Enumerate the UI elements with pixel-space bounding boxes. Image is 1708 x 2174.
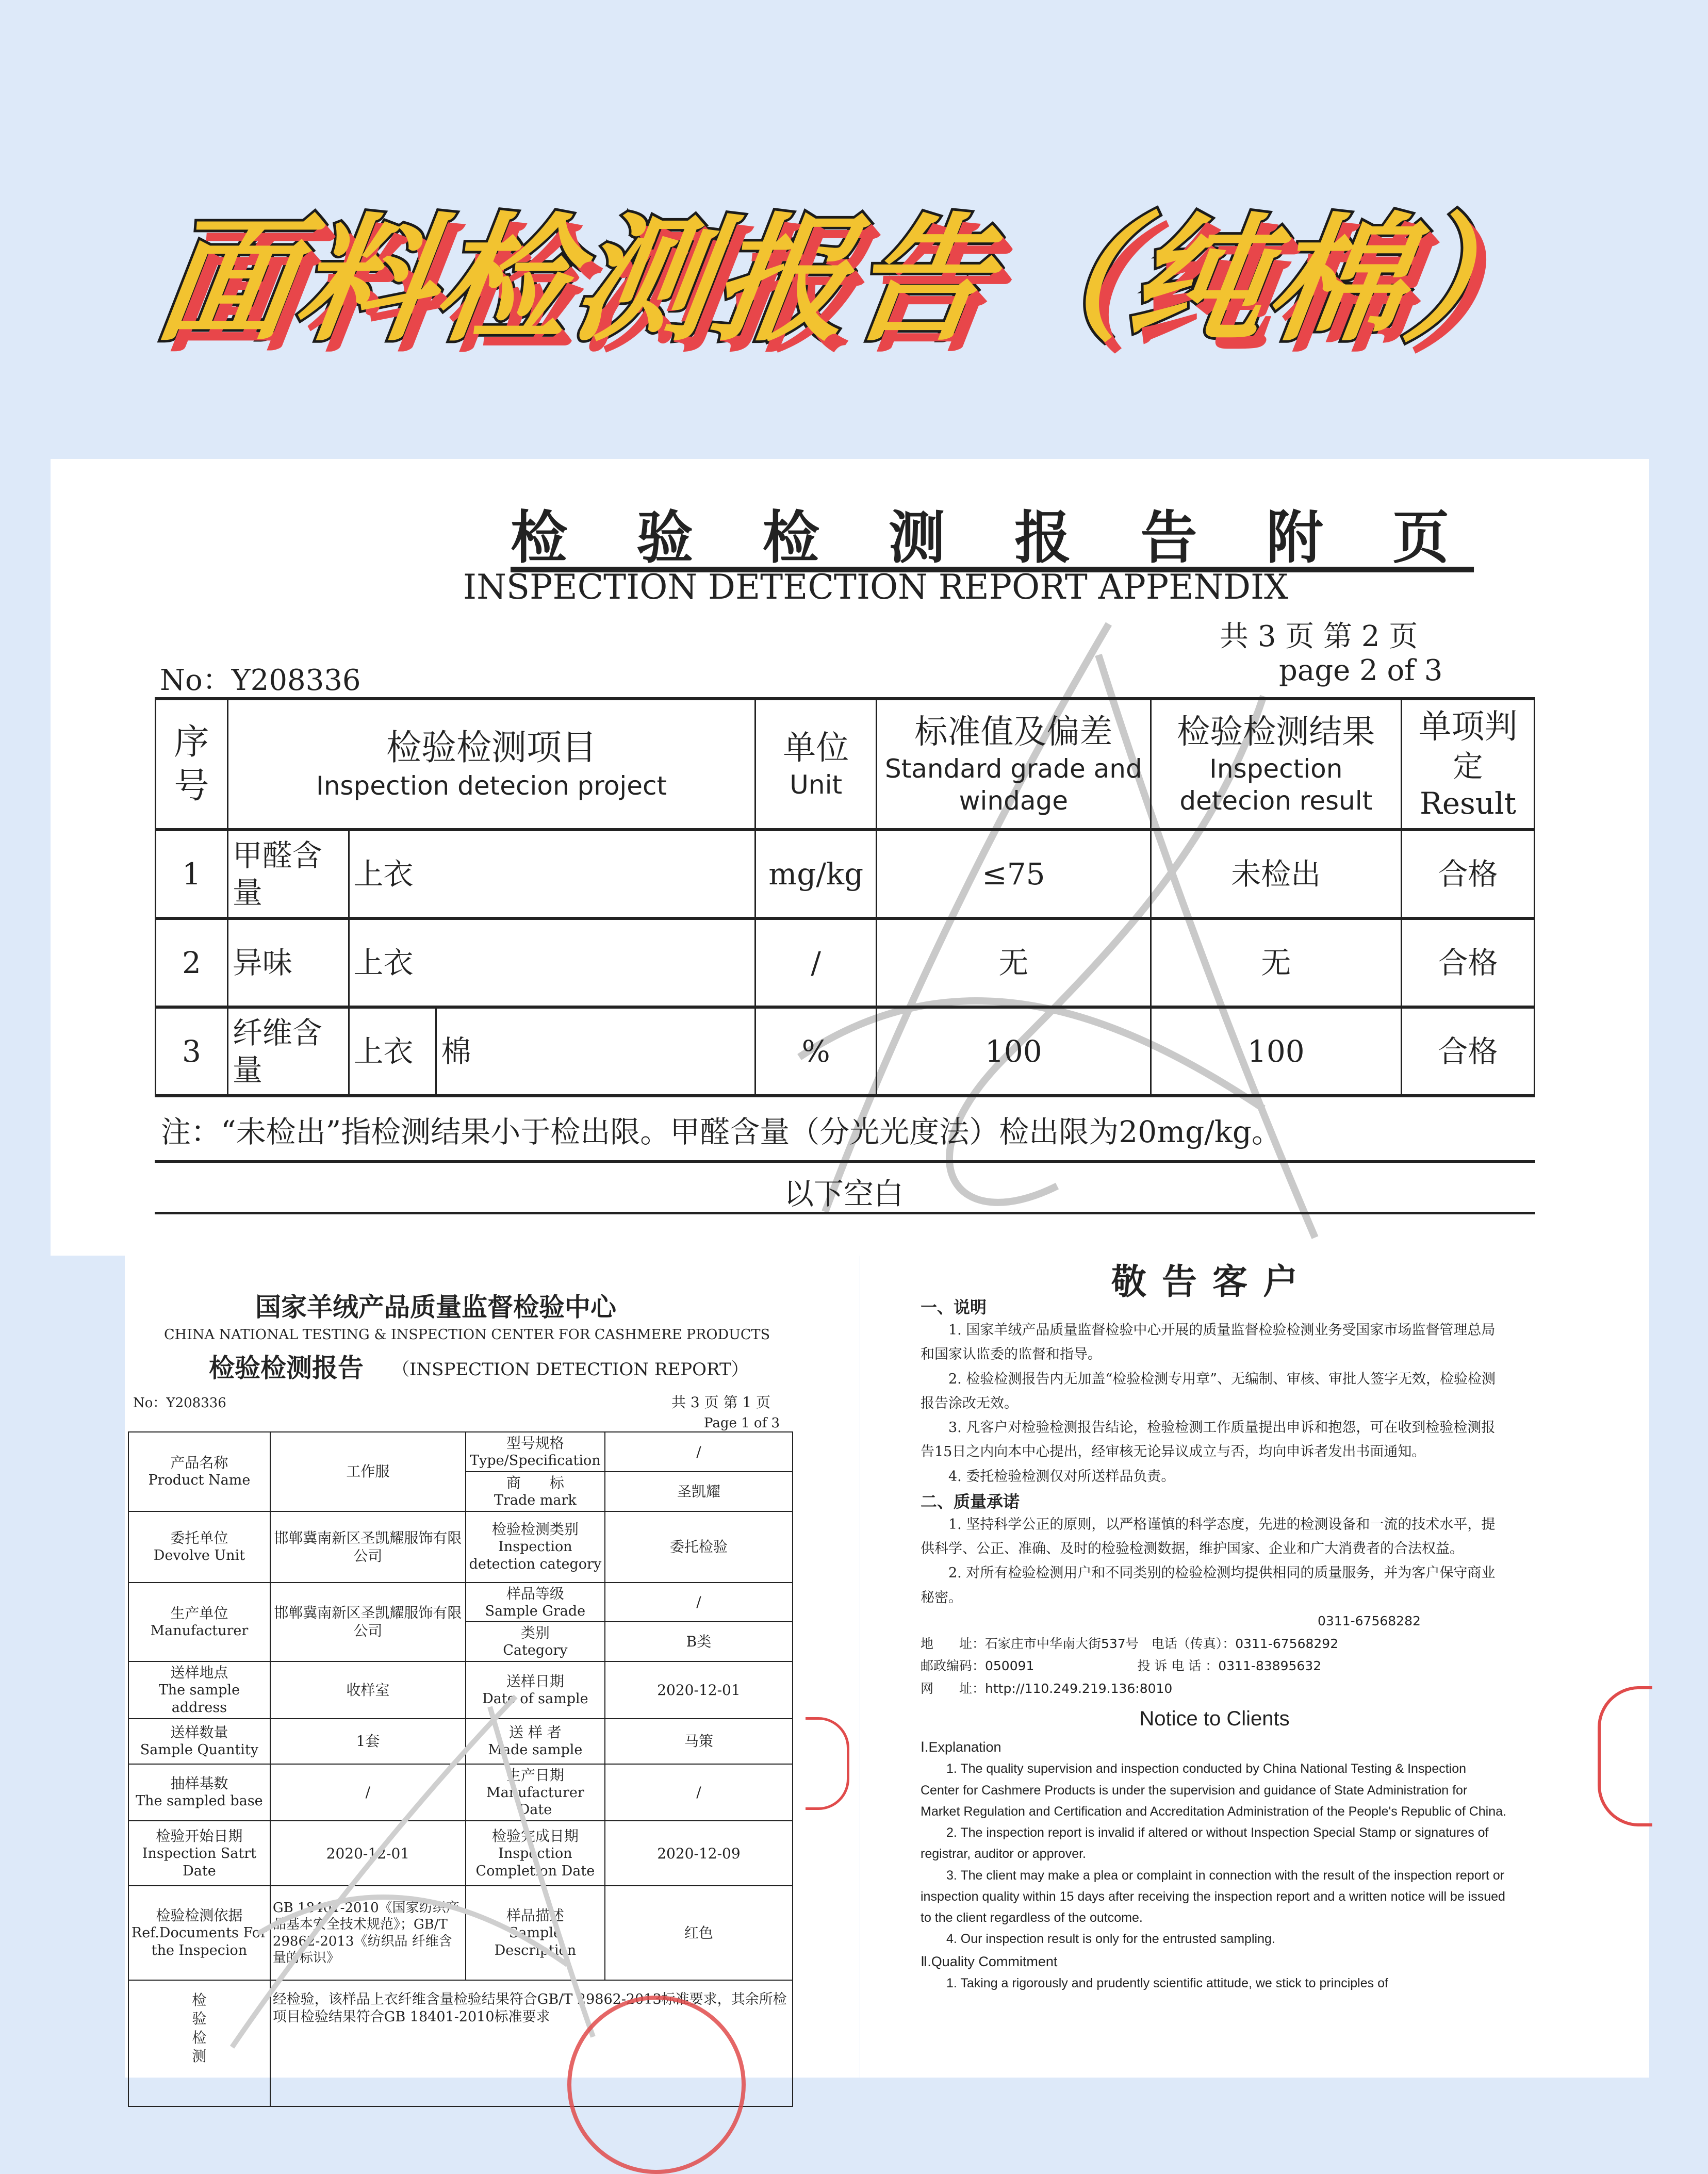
form-label-en: Devolve Unit	[153, 1547, 245, 1564]
appendix-blank-note: 以下空白	[784, 1176, 904, 1211]
row-part: 上衣	[349, 918, 756, 1007]
form-value: B类	[605, 1622, 793, 1661]
cover-pages-cn: 共 3 页 第 1 页	[671, 1394, 771, 1411]
row-result: 100	[1151, 1007, 1402, 1096]
form-row	[128, 1661, 793, 1719]
form-label-cn: 生产日期	[506, 1766, 564, 1784]
form-value: 委托检验	[605, 1511, 793, 1583]
row-part: 上衣	[349, 830, 756, 918]
notice-paragraph-en: 3. The client may make a plea or complaint in connection with the result of the inspection report or inspection quality within 15 days after receiving the inspection report and a written notice will be issued to the client regardless of the outcome.	[921, 1868, 1505, 1925]
row-std: 无	[877, 918, 1151, 1007]
form-value: 工作服	[270, 1432, 466, 1511]
cover-org-en: CHINA NATIONAL TESTING & INSPECTION CENTER FOR CASHMERE PRODUCTS	[164, 1327, 770, 1343]
form-value: 经检验，该样品上衣纤维含量检验结果符合GB/T 29862-2013标准要求，其余所检项目检验结果符合GB 18401-2010标准要求	[270, 1980, 793, 2106]
notice-paragraph: 3. 凡客户对检验检测报告结论，检验检测工作质量提出申诉和抱怨，可在收到检验检测报告15日之内向本中心提出，经审核无论异议成立与否，均向申诉者发出书面通知。	[921, 1420, 1496, 1460]
row-result: 未检出	[1151, 830, 1402, 918]
form-value: /	[605, 1583, 793, 1622]
notice-section-heading: 二、质量承诺	[921, 1491, 1020, 1511]
notice-address: 地 址：石家庄市中华南大街537号 电话（传真）：0311-67568292	[921, 1636, 1339, 1651]
divider	[155, 1212, 1535, 1214]
header-std-cn: 标准值及偏差	[914, 713, 1113, 751]
row-no: 3	[156, 1007, 228, 1096]
table-row	[156, 830, 1535, 918]
form-row	[128, 1511, 793, 1583]
form-label-cn: 送样日期	[506, 1672, 564, 1690]
header-item-en: Inspection detecion project	[316, 771, 667, 801]
form-label-cn: 检验检测类别	[491, 1521, 579, 1538]
row-unit: %	[756, 1007, 877, 1096]
cover-title-en: （INSPECTION DETECTION REPORT）	[392, 1359, 749, 1380]
form-label-en: Ref.Documents For the Inspecion	[131, 1925, 267, 1958]
appendix-title-cn: 检 验 检 测 报 告 附 页	[511, 504, 1474, 571]
form-value: 红色	[605, 1886, 793, 1980]
form-label-cn: 产品名称	[170, 1454, 228, 1472]
form-value: 马策	[605, 1719, 793, 1764]
form-label-cn: 型号规格	[506, 1435, 564, 1452]
form-label-cn: 生产单位	[170, 1604, 228, 1622]
cover-report-number: No：Y208336	[133, 1395, 226, 1411]
form-label-en: Trade mark	[494, 1492, 577, 1508]
form-value: /	[605, 1764, 793, 1821]
cover-title-cn: 检验检测报告	[209, 1353, 364, 1383]
header-unit-en: Unit	[790, 769, 843, 800]
form-label-cn: 检验检测	[192, 1991, 207, 2065]
form-label-en: Inspection detection category	[469, 1539, 602, 1572]
form-label-en: Type/Specification	[470, 1453, 601, 1469]
form-label-en: Made sample	[488, 1742, 583, 1758]
form-value: 邯郸冀南新区圣凯耀服饰有限公司	[270, 1583, 466, 1662]
form-value: 2020-12-01	[605, 1661, 793, 1719]
form-label-en: Sample Quantity	[140, 1742, 259, 1758]
form-label-cn: 样品描述	[506, 1907, 564, 1924]
form-value: 圣凯耀	[605, 1472, 793, 1511]
form-label-en: Category	[503, 1642, 568, 1659]
table-header-row	[156, 699, 1535, 830]
form-label-en: Manufacturer	[150, 1622, 249, 1639]
row-verdict: 合格	[1402, 1007, 1535, 1096]
form-value: 邯郸冀南新区圣凯耀服饰有限公司	[270, 1511, 466, 1583]
form-label-cn: 检验检测依据	[156, 1907, 243, 1924]
form-label-cn: 抽样基数	[170, 1775, 228, 1792]
notice-section-heading-en: Ⅱ.Quality Commitment	[921, 1953, 1058, 1969]
form-label-en: Sample Grade	[485, 1603, 586, 1619]
form-label-en: Inspection Satrt Date	[142, 1845, 257, 1879]
form-value: 2020-12-09	[605, 1821, 793, 1886]
form-label-en: Sample Description	[494, 1925, 577, 1958]
form-value: 2020-12-01	[270, 1821, 466, 1886]
notice-paragraph-en: 2. The inspection report is invalid if altered or without Inspection Special Stamp or signatures of registrar, auditor or approver.	[921, 1825, 1489, 1862]
row-unit: /	[756, 918, 877, 1007]
appendix-table	[155, 697, 1535, 1097]
form-label-cn: 类别	[520, 1624, 550, 1642]
notice-paragraph: 1. 坚持科学公正的原则，以严格谨慎的科学态度，先进的检测设备和一流的技术水平，提供科学、公正、准确、及时的检验检测数据，维护国家、企业和广大消费者的合法权益。	[921, 1516, 1496, 1557]
row-part: 上衣	[349, 1007, 436, 1096]
row-item: 异味	[227, 918, 349, 1007]
row-no: 2	[156, 918, 228, 1007]
form-row	[128, 1764, 793, 1821]
form-row	[128, 1886, 793, 1980]
row-no: 1	[156, 830, 228, 918]
form-label-en: Inspection Completion Date	[475, 1845, 595, 1879]
notice-paragraph: 4. 委托检验检测仅对所送样品负责。	[948, 1468, 1175, 1485]
divider	[155, 1160, 1535, 1163]
cover-pages-en: Page 1 of 3	[704, 1415, 780, 1431]
form-label-cn: 商 标	[506, 1474, 564, 1491]
row-verdict: 合格	[1402, 918, 1535, 1007]
form-row	[128, 1583, 793, 1622]
form-label-cn: 送样数量	[170, 1724, 228, 1741]
notice-website: 网 址：http://110.249.219.136:8010	[921, 1681, 1173, 1696]
form-value: 收样室	[270, 1661, 466, 1719]
notice-postcode: 邮政编码：050091 投 诉 电 话 ：0311-83895632	[921, 1658, 1322, 1674]
header-unit-cn: 单位	[783, 729, 849, 767]
notice-paragraph: 2. 对所有检验检测用户和不同类别的检验检测均提供相同的质量服务，并为客户保守商业秘密。	[921, 1565, 1496, 1606]
table-row	[156, 918, 1535, 1007]
form-label-en: Date of sample	[482, 1690, 588, 1707]
edge-seal-stamp	[806, 1717, 849, 1810]
appendix-title-en: INSPECTION DETECTION REPORT APPENDIX	[463, 567, 1289, 607]
row-verdict: 合格	[1402, 830, 1535, 918]
edge-seal-stamp	[1598, 1686, 1652, 1826]
notice-section-heading-en: Ⅰ.Explanation	[921, 1739, 1001, 1755]
header-std-en: Standard grade and windage	[884, 753, 1142, 816]
form-value: /	[605, 1432, 793, 1472]
notice-phone: 0311-67568282	[1318, 1613, 1421, 1628]
form-row	[128, 1719, 793, 1764]
form-label-en: Manufacturer Date	[486, 1784, 584, 1818]
form-label-cn: 委托单位	[170, 1529, 228, 1547]
notice-section-heading: 一、说明	[921, 1297, 987, 1317]
notice-paragraph: 2. 检验检测报告内无加盖“检验检测专用章”、无编制、审核、审批人签字无效，检验检测报告涂改无效。	[921, 1371, 1496, 1411]
form-label-cn: 检验开始日期	[156, 1827, 243, 1844]
form-value: /	[270, 1764, 466, 1821]
cover-org-cn: 国家羊绒产品质量监督检验中心	[255, 1292, 616, 1322]
row-item: 纤维含量	[227, 1007, 349, 1096]
row-std: 100	[877, 1007, 1151, 1096]
form-label-cn: 样品等级	[506, 1585, 564, 1602]
header-item-cn: 检验检测项目	[386, 728, 597, 769]
banner-title: 面料检测报告（纯棉）	[147, 201, 1557, 360]
notice-title-en: Notice to Clients	[1139, 1707, 1290, 1730]
form-value: 1套	[270, 1719, 466, 1764]
appendix-pages-en: page 2 of 3	[1279, 654, 1443, 687]
notice-paragraph-en: 4. Our inspection result is only for the entrusted sampling.	[946, 1932, 1275, 1947]
header-verdict-mix: 定Result	[1420, 748, 1517, 821]
row-item: 甲醛含量	[227, 830, 349, 918]
header-seq: 序号	[156, 699, 228, 830]
notice-paragraph: 1. 国家羊绒产品质量监督检验中心开展的质量监督检验检测业务受国家市场监督管理总局和国家认监委的监督和指导。	[921, 1322, 1496, 1363]
form-label-en: The sample address	[158, 1682, 240, 1716]
form-value: GB 18401-2010《国家纺织产品基本安全技术规范》；GB/T 29862-2013《纺织品 纤维含量的标识》	[270, 1886, 466, 1980]
form-label-en: The sampled base	[136, 1793, 263, 1809]
row-result: 无	[1151, 918, 1402, 1007]
form-row	[128, 1821, 793, 1886]
table-row	[156, 1007, 1535, 1096]
header-result-cn: 检验检测结果	[1177, 713, 1375, 751]
notice-paragraph-en: 1. Taking a rigorously and prudently scientific attitude, we stick to principles of	[946, 1976, 1388, 1991]
red-seal-stamp	[567, 1996, 746, 2174]
row-sub: 棉	[436, 1007, 756, 1096]
notice-title-cn: 敬告客户	[1111, 1261, 1314, 1303]
form-row	[128, 1432, 793, 1472]
row-unit: mg/kg	[756, 830, 877, 918]
row-std: ≤75	[877, 830, 1151, 918]
appendix-note: 注：“未检出”指检测结果小于检出限。甲醛含量（分光光度法）检出限为20mg/kg。	[161, 1114, 1282, 1149]
form-label-en: Product Name	[148, 1472, 251, 1489]
header-verdict-cn: 单项判	[1418, 707, 1518, 746]
form-label-cn: 检验完成日期	[491, 1827, 579, 1844]
notice-paragraph-en: 1. The quality supervision and inspection conducted by China National Testing & Inspection Center for Cashmere Products is under the supervision and guidance of State Administration for Market Regulation and Certification and Accreditation Administration of the People's Republic of China.	[921, 1761, 1506, 1819]
header-result-en: Inspection detecion result	[1179, 753, 1373, 816]
report-number: No：Y208336	[160, 664, 361, 697]
form-label-cn: 送 样 者	[508, 1724, 562, 1741]
form-label-cn: 送样地点	[170, 1664, 228, 1681]
appendix-pages-cn: 共 3 页 第 2 页	[1220, 620, 1418, 653]
